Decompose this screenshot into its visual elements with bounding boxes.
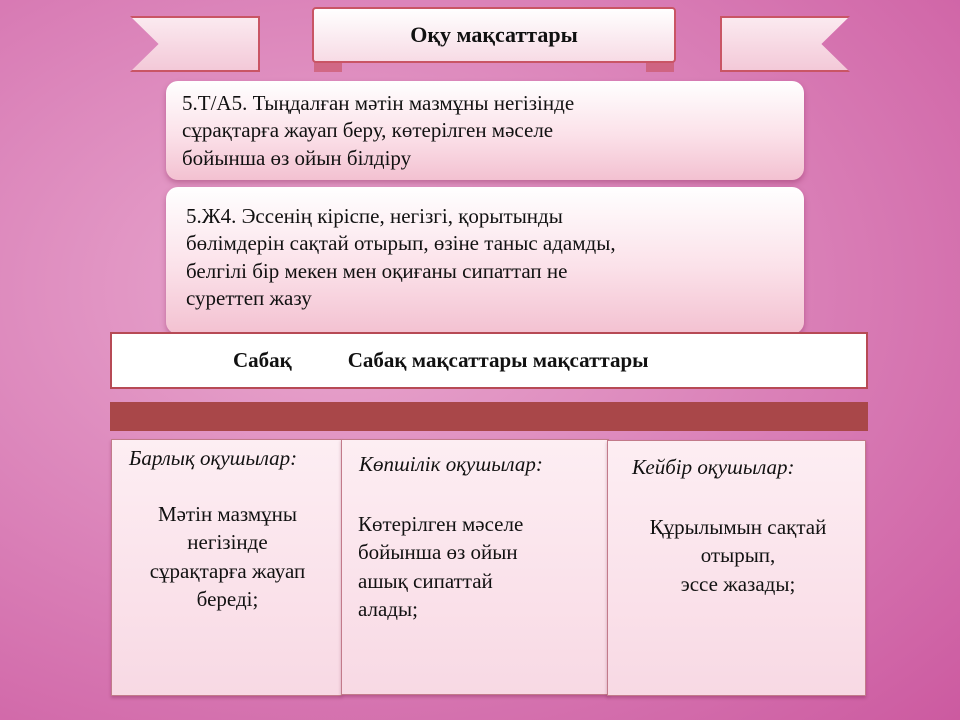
objective-line: бойынша өз ойын білдіру — [182, 145, 412, 170]
header-objectives-label: Сабақ мақсаттары мақсаттары — [347, 348, 649, 372]
column-some-students — [607, 440, 866, 696]
column-line: бойынша өз ойын — [358, 540, 518, 565]
column-heading: Кейбір оқушылар: — [632, 455, 795, 479]
column-body — [614, 513, 862, 598]
column-heading: Көпшілік оқушылар: — [359, 452, 543, 476]
column-line: эссе жазады; — [680, 571, 796, 596]
objective-line: 5.Ж4. Эссенің кіріспе, негізгі, қорытынды — [186, 204, 563, 228]
objective-box-listening — [166, 81, 804, 180]
column-all-students — [111, 439, 342, 696]
objective-line: бөлімдерін сақтай отырып, өзіне таныс адамды, — [186, 231, 616, 256]
objective-line: сұрақтарға жауап беру, көтерілген мәселе — [182, 118, 554, 143]
column-line: сұрақтарға жауап — [149, 558, 306, 583]
column-body — [358, 510, 588, 623]
lesson-objectives-header — [110, 332, 868, 389]
objective-line: суреттеп жазу — [186, 285, 312, 310]
ribbon-left-wing — [130, 16, 260, 72]
page-title: Оқу мақсаттары — [410, 22, 578, 47]
objective-box-writing — [166, 187, 804, 334]
objective-line: белгілі бір мекен мен оқиғаны сипаттап не — [186, 258, 568, 283]
ribbon-fold-left — [314, 62, 342, 72]
column-line: Мәтін мазмұны — [157, 502, 298, 526]
ribbon-fold-right — [646, 62, 674, 72]
column-line: береді; — [196, 587, 259, 612]
column-line: Құрылымын сақтай — [649, 515, 827, 539]
divider-band — [110, 402, 868, 431]
objective-line: 5.Т/А5. Тыңдалған мәтін мазмұны негізінде — [182, 91, 575, 115]
column-line: негізінде — [187, 530, 268, 555]
column-most-students — [341, 439, 609, 695]
column-heading: Барлық оқушылар: — [129, 446, 298, 470]
header-lesson-label: Сабақ — [233, 348, 292, 372]
column-body — [120, 500, 335, 613]
column-line: Көтерілген мәселе — [358, 512, 524, 536]
title-ribbon — [312, 7, 676, 63]
column-line: ашық сипаттай — [358, 568, 493, 593]
column-line: отырып, — [700, 543, 776, 568]
ribbon-right-wing — [720, 16, 850, 72]
column-line: алады; — [358, 597, 418, 622]
